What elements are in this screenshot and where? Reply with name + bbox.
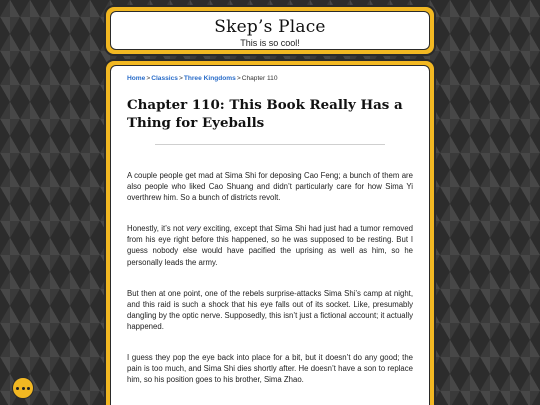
paragraph-2 xyxy=(127,223,413,267)
site-header xyxy=(104,5,436,56)
paragraph-1: A couple people get mad at Sima Shi for deposing Cao Feng; a bunch of them are also people who liked Cao Shuang and didn’t particularly care for how Sima Yi overthrew him. So a bunch of districts revolt. xyxy=(127,171,413,203)
paragraph-3: But then at one point, one of the rebels surprise-attacks Sima Shi’s camp at night, and this raid is such a shock that his eye falls out of its socket. Like, presumably dangling by the optic nerve. Supposedly, this isn’t just a fictional account; it actually happened. xyxy=(127,288,413,331)
site-header-card xyxy=(110,11,430,50)
breadcrumb-home-link[interactable]: Home xyxy=(127,75,146,82)
breadcrumb-separator: > xyxy=(146,75,151,82)
breadcrumb-separator: > xyxy=(236,75,241,82)
site-title[interactable]: Skep’s Place xyxy=(214,17,326,37)
breadcrumb-current: Chapter 110 xyxy=(241,75,278,82)
breadcrumb-separator: > xyxy=(178,75,183,82)
content-panel xyxy=(104,59,436,405)
more-dots-icon xyxy=(16,387,30,390)
paragraph-2-text-start: Honestly, it’s not xyxy=(127,224,187,234)
breadcrumb xyxy=(127,74,413,83)
dot xyxy=(22,387,25,390)
content-card xyxy=(110,65,430,405)
breadcrumb-classics-link[interactable]: Classics xyxy=(151,75,178,82)
paragraph-2-emphasis: very xyxy=(186,224,201,234)
dot xyxy=(27,387,30,390)
breadcrumb-three-kingdoms-link[interactable]: Three Kingdoms xyxy=(183,75,236,82)
paragraph-4: I guess they pop the eye back into place for a bit, but it doesn’t do any good; the pain is too much, and Sima Shi dies shortly after. He doesn’t have a son to replace him, so his position goes to his brother, Sima Zhao. xyxy=(127,353,413,385)
dot xyxy=(16,387,19,390)
page-title: Chapter 110: This Book Really Has a Thing for Eyeballs xyxy=(127,97,403,131)
paragraph-2-text-end: exciting, except that Sima Shi had just had a tumor removed from his eye right before this happened, so he was supposed to be resting. But I guess nobody else would have pacified the uprising as well as him, so he personally leads the army. xyxy=(127,224,413,267)
site-tagline: This is so cool! xyxy=(240,38,300,48)
title-divider xyxy=(155,144,385,145)
menu-button[interactable] xyxy=(12,377,34,399)
